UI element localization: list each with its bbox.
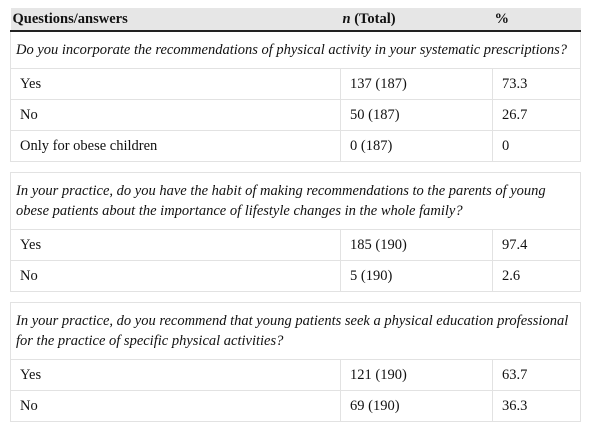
answer-percent: 2.6: [493, 261, 581, 292]
answer-n: 0 (187): [341, 131, 493, 162]
answer-percent: 63.7: [493, 360, 581, 391]
header-questions: Questions/answers: [11, 8, 341, 31]
question-row: [11, 31, 581, 69]
answer-percent: 97.4: [493, 230, 581, 261]
answer-n: 5 (190): [341, 261, 493, 292]
answer-label: No: [11, 391, 341, 422]
answer-percent: 73.3: [493, 69, 581, 100]
header-percent: %: [493, 8, 581, 31]
spacer-cell: [11, 292, 581, 303]
spacer-cell: [11, 162, 581, 173]
header-n-total: [341, 8, 493, 31]
answer-label: No: [11, 261, 341, 292]
answer-percent: 26.7: [493, 100, 581, 131]
answer-row: [11, 391, 581, 422]
answer-row: [11, 131, 581, 162]
answer-label: Only for obese children: [11, 131, 341, 162]
section-spacer: [11, 162, 581, 173]
answer-row: [11, 261, 581, 292]
answer-percent: 36.3: [493, 391, 581, 422]
answer-label: Yes: [11, 69, 341, 100]
answer-n: 69 (190): [341, 391, 493, 422]
question-text: In your practice, do you have the habit of making recommendations to the parents of young obese patients about the importance of lifestyle changes in the whole family?: [11, 173, 581, 230]
answer-n: 185 (190): [341, 230, 493, 261]
survey-table-container: [10, 8, 580, 422]
answer-label: No: [11, 100, 341, 131]
survey-table: [10, 8, 581, 422]
answer-row: [11, 100, 581, 131]
answer-label: Yes: [11, 360, 341, 391]
answer-percent: 0: [493, 131, 581, 162]
question-row: [11, 303, 581, 360]
answer-label: Yes: [11, 230, 341, 261]
question-row: [11, 173, 581, 230]
section-spacer: [11, 292, 581, 303]
answer-row: [11, 230, 581, 261]
header-n-symbol: n: [342, 10, 351, 27]
question-text: In your practice, do you recommend that young patients seek a physical education professional for the practice of specific physical activities?: [11, 303, 581, 360]
question-text: Do you incorporate the recommendations of physical activity in your systematic prescriptions?: [11, 31, 581, 69]
answer-n: 50 (187): [341, 100, 493, 131]
header-row: [11, 8, 581, 31]
answer-row: [11, 69, 581, 100]
answer-n: 121 (190): [341, 360, 493, 391]
answer-n: 137 (187): [341, 69, 493, 100]
header-total-label: (Total): [350, 10, 396, 27]
answer-row: [11, 360, 581, 391]
